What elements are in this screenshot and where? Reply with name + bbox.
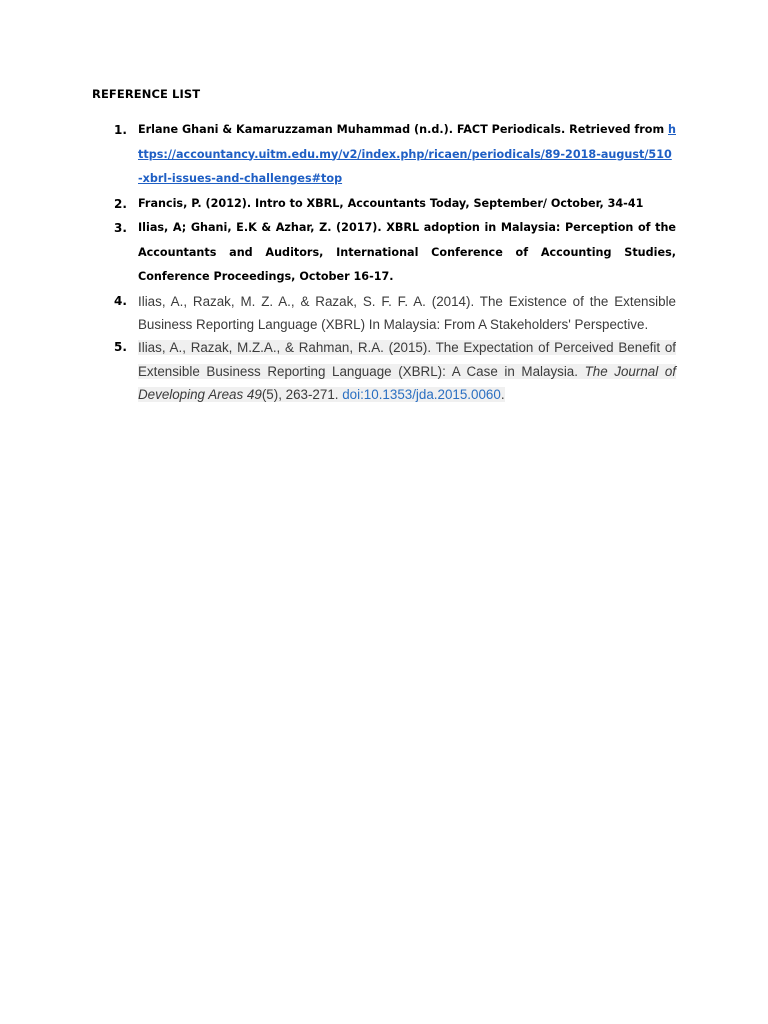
reference-text: Francis, P. (2012). Intro to XBRL, Accountants Today, September/ October, 34-41 <box>138 196 644 210</box>
reference-text <box>138 340 676 402</box>
reference-number: 2. <box>114 196 127 211</box>
reference-text-end: . <box>500 387 505 403</box>
reference-number: 1. <box>114 123 127 137</box>
journal-title: The Journal of Developing Areas 49 <box>138 363 676 403</box>
reference-link[interactable]: https://accountancy.uitm.edu.my/v2/index.php/ricaen/periodicals/89-2018-august/510-xbrl-issues-and-challenges#top <box>138 123 676 185</box>
reference-item-1 <box>114 118 676 192</box>
reference-list-heading: REFERENCE LIST <box>92 87 201 101</box>
reference-text: Erlane Ghani & Kamaruzzaman Muhammad (n.d.). FACT Periodicals. Retrieved from <box>138 123 669 136</box>
reference-number: 5. <box>114 340 127 355</box>
reference-number: 3. <box>114 221 127 235</box>
reference-number: 4. <box>114 293 127 308</box>
reference-text-after: (5), 263-271. <box>261 387 343 403</box>
reference-item-5 <box>114 336 676 406</box>
reference-item-3 <box>114 216 676 290</box>
reference-text-before: Ilias, A., Razak, M.Z.A., & Rahman, R.A. (2015). The Expectation of Perceived Benefit of Extensible Business Reporting Language (XBRL): A Case in Malaysia. <box>138 340 676 379</box>
reference-text: Ilias, A; Ghani, E.K & Azhar, Z. (2017). XBRL adoption in Malaysia: Perception of the Accountants and Auditors, International Conference of Accounting Studies, Conference Proceedings, October 16-17. <box>138 221 676 283</box>
reference-item-2 <box>114 192 676 217</box>
doi-link[interactable]: doi:10.1353/jda.2015.0060 <box>342 387 501 403</box>
reference-text: Ilias, A., Razak, M. Z. A., & Razak, S. F. F. A. (2014). The Existence of the Extensible Business Reporting Language (XBRL) In Malaysia: From A Stakeholders' Perspective. <box>138 293 676 332</box>
reference-list <box>0 118 768 407</box>
reference-item-4 <box>114 290 676 337</box>
